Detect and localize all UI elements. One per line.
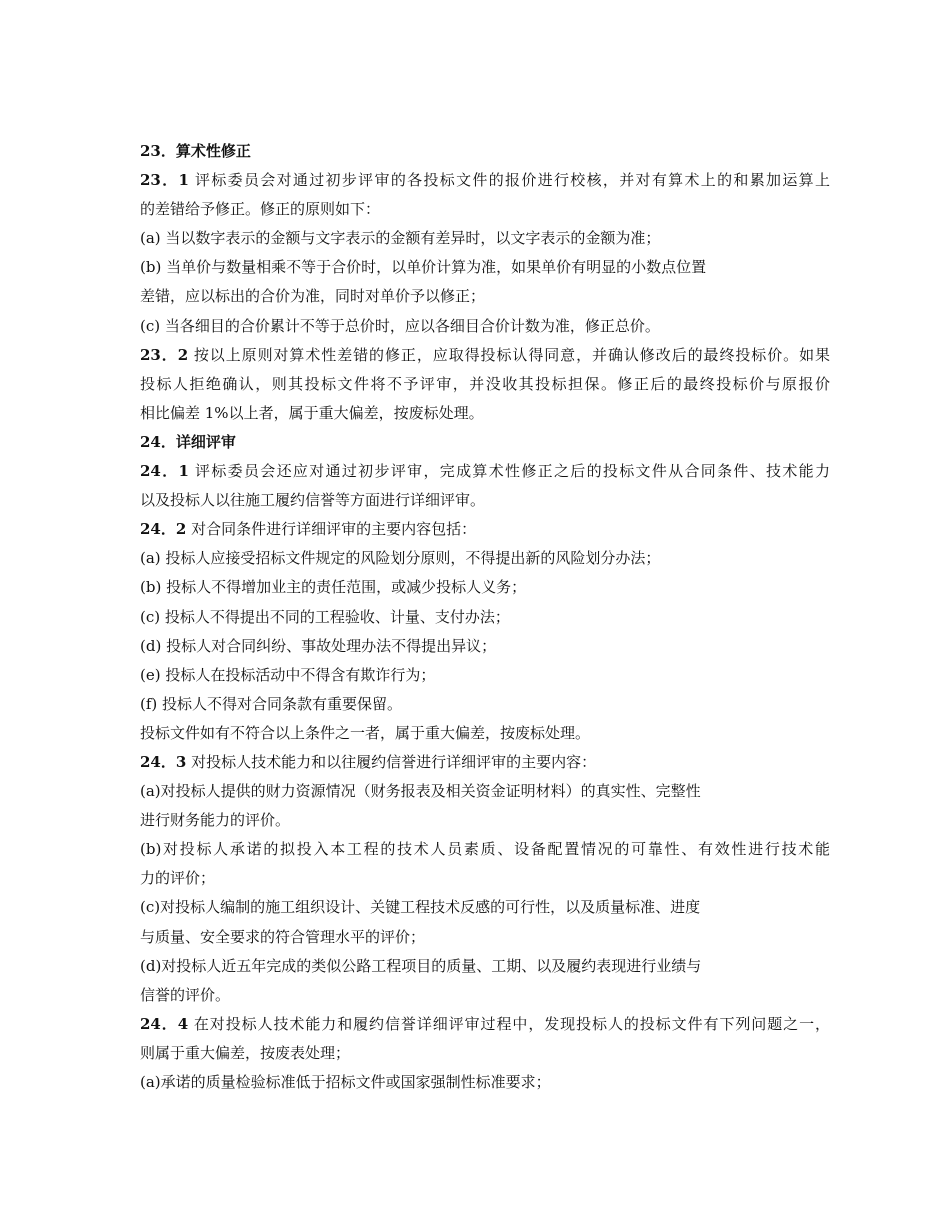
line-text: (a) 当以数字表示的金额与文字表示的金额有差异时，以文字表示的金额为准； bbox=[140, 229, 661, 248]
line-text: (f) 投标人不得对合同条款有重要保留。 bbox=[140, 694, 403, 713]
line-text: 与质量、安全要求的符合管理水平的评价； bbox=[140, 927, 426, 946]
text-line bbox=[140, 457, 830, 486]
text-line bbox=[140, 923, 830, 952]
text-line bbox=[140, 603, 830, 632]
text-line bbox=[140, 486, 830, 515]
text-line bbox=[140, 864, 830, 893]
text-line bbox=[140, 166, 830, 195]
text-line bbox=[140, 981, 830, 1010]
text-line bbox=[140, 544, 830, 573]
line-text: (c) 当各细目的合价累计不等于总价时，应以各细目合价计数为准，修正总价。 bbox=[140, 316, 660, 335]
section-heading bbox=[140, 428, 830, 457]
line-text: 投标文件如有不符合以上条件之一者，属于重大偏差，按废标处理。 bbox=[140, 723, 591, 742]
heading-text: 算术性修正 bbox=[175, 142, 251, 160]
text-line bbox=[140, 224, 830, 253]
text-line bbox=[140, 253, 830, 282]
text-line bbox=[140, 515, 830, 544]
text-line bbox=[140, 893, 830, 922]
clause-number: 24． bbox=[140, 432, 176, 451]
section-heading bbox=[140, 137, 830, 166]
document-body bbox=[140, 137, 830, 1097]
text-line bbox=[140, 719, 830, 748]
text-line bbox=[140, 341, 830, 370]
line-text: 对投标人技术能力和以往履约信誉进行详细评审的主要内容： bbox=[186, 752, 597, 771]
clause-number: 24．2 bbox=[140, 520, 187, 539]
line-text: 进行财务能力的评价。 bbox=[140, 811, 291, 830]
line-text: 力的评价； bbox=[140, 869, 216, 888]
line-text: (c) 投标人不得提出不同的工程验收、计量、支付办法； bbox=[140, 607, 510, 626]
text-line bbox=[140, 806, 830, 835]
line-text: 的差错给予修正。修正的原则如下： bbox=[140, 200, 381, 219]
line-text: (e) 投标人在投标活动中不得含有欺诈行为； bbox=[140, 665, 436, 684]
line-text: (c)对投标人编制的施工组织设计、关键工程技术反感的可行性，以及质量标准、进度 bbox=[140, 898, 701, 917]
clause-number: 23．1 bbox=[140, 171, 189, 190]
line-text: (a) 投标人应接受招标文件规定的风险划分原则，不得提出新的风险划分办法； bbox=[140, 549, 661, 568]
text-line bbox=[140, 632, 830, 661]
clause-number: 24．1 bbox=[140, 462, 189, 481]
line-text: (b) 当单价与数量相乘不等于合价时，以单价计算为准，如果单价有明显的小数点位置 bbox=[140, 258, 707, 277]
line-text: 投标人拒绝确认，则其投标文件将不予评审，并没收其投标担保。修正后的最终投标价与原报价 bbox=[140, 374, 830, 393]
text-line bbox=[140, 952, 830, 981]
text-line bbox=[140, 835, 830, 864]
text-line bbox=[140, 1010, 830, 1039]
line-text: 评标委员会还应对通过初步评审，完成算术性修正之后的投标文件从合同条件、技术能力 bbox=[188, 462, 831, 481]
text-line bbox=[140, 748, 830, 777]
text-line bbox=[140, 195, 830, 224]
text-line bbox=[140, 370, 830, 399]
line-text: 在对投标人技术能力和履约信誉详细评审过程中，发现投标人的投标文件有下列问题之一， bbox=[188, 1014, 830, 1033]
line-text: (b)对投标人承诺的拟投入本工程的技术人员素质、设备配置情况的可靠性、有效性进行技术能 bbox=[140, 840, 830, 859]
line-text: 则属于重大偏差，按废表处理； bbox=[140, 1043, 351, 1062]
line-text: (b) 投标人不得增加业主的责任范围，或减少投标人义务； bbox=[140, 578, 527, 597]
text-line bbox=[140, 1039, 830, 1068]
text-line bbox=[140, 312, 830, 341]
text-line bbox=[140, 399, 830, 428]
line-text: (a)对投标人提供的财力资源情况（财务报表及相关资金证明材料）的真实性、完整性 bbox=[140, 782, 701, 801]
text-line bbox=[140, 282, 830, 311]
text-line bbox=[140, 661, 830, 690]
clause-number: 23． bbox=[140, 142, 176, 160]
line-text: 评标委员会对通过初步评审的各投标文件的报价进行校核，并对有算术上的和累加运算上 bbox=[188, 171, 831, 190]
heading-text: 详细评审 bbox=[175, 432, 236, 451]
line-text: (a)承诺的质量检验标准低于招标文件或国家强制性标准要求； bbox=[140, 1073, 551, 1091]
text-line bbox=[140, 1068, 830, 1097]
line-text: (d) 投标人对合同纠纷、事故处理办法不得提出异议； bbox=[140, 636, 497, 655]
line-text: (d)对投标人近五年完成的类似公路工程项目的质量、工期、以及履约表现进行业绩与 bbox=[140, 956, 702, 975]
clause-number: 23．2 bbox=[140, 345, 189, 364]
clause-number: 24．3 bbox=[140, 752, 187, 771]
line-text: 按以上原则对算术性差错的修正，应取得投标认得同意，并确认修改后的最终投标价。如果 bbox=[188, 345, 830, 364]
clause-number: 24．4 bbox=[140, 1014, 189, 1033]
line-text: 以及投标人以往施工履约信誉等方面进行详细评审。 bbox=[140, 491, 486, 510]
line-text: 差错，应以标出的合价为准，同时对单价予以修正； bbox=[140, 287, 486, 306]
text-line bbox=[140, 690, 830, 719]
text-line bbox=[140, 573, 830, 602]
line-text: 对合同条件进行详细评审的主要内容包括： bbox=[186, 520, 477, 539]
text-line bbox=[140, 777, 830, 806]
line-text: 相比偏差 1%以上者，属于重大偏差，按废标处理。 bbox=[140, 403, 484, 422]
line-text: 信誉的评价。 bbox=[140, 985, 231, 1004]
